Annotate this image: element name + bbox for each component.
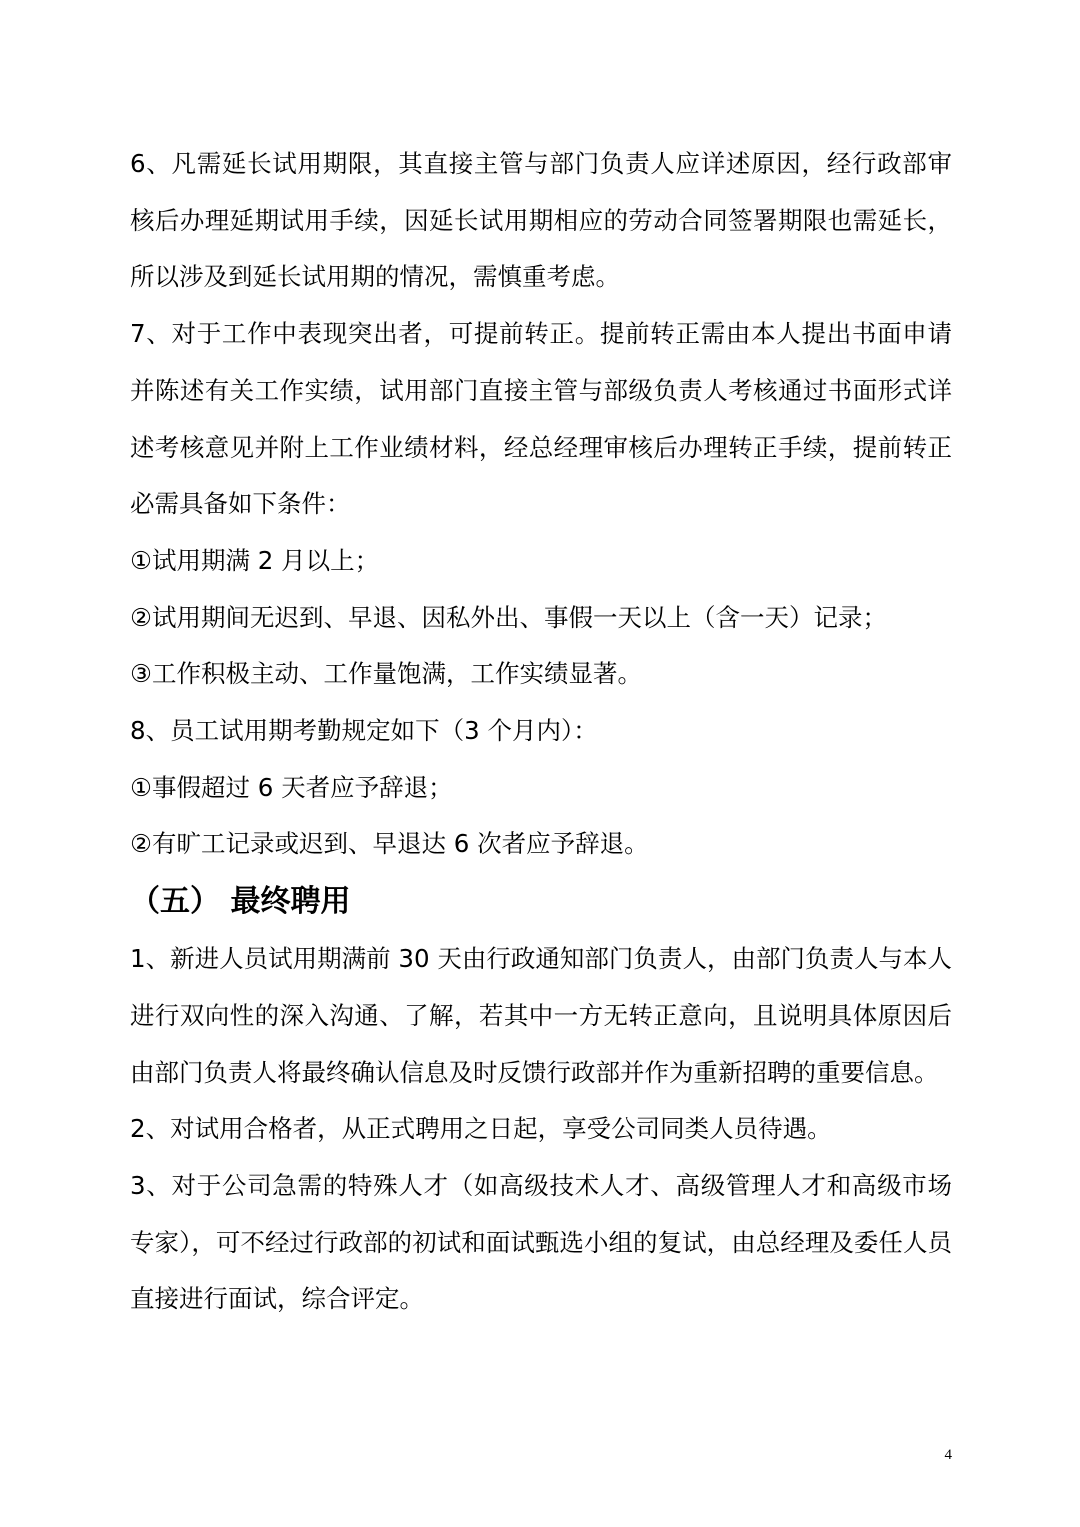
condition-item-3: ③工作积极主动、工作量饱满，工作实绩显著。 [130,659,642,689]
paragraph-attendance-rules: 8、员工试用期考勤规定如下（3 个月内）： [130,716,598,746]
document-body [130,136,952,1328]
paragraph-final-hiring-3: 3、对于公司急需的特殊人才（如高级技术人才、高级管理人才和高级市场专家），可不经过行政部的初试和面试甄选小组的复试，由总经理及委任人员直接进行面试，综合评定。 [130,1170,952,1314]
condition-item-2: ②试用期间无迟到、早退、因私外出、事假一天以上（含一天）记录； [130,602,887,632]
attendance-item-2: ②有旷工记录或迟到、早退达 6 次者应予辞退。 [130,829,649,859]
paragraph-extend-probation: 6、凡需延长试用期限，其直接主管与部门负责人应详述原因，经行政部审核后办理延期试用手续，因延长试用期相应的劳动合同签署期限也需延长，所以涉及到延长试用期的情况，需慎重考虑。 [130,149,952,292]
condition-item-1: ①试用期满 2 月以上； [130,545,380,575]
paragraph-final-hiring-2: 2、对试用合格者，从正式聘用之日起，享受公司同类人员待遇。 [130,1114,832,1144]
section-heading-final-hiring: （五） 最终聘用 [130,884,351,920]
attendance-item-1: ①事假超过 6 天者应予辞退； [130,772,453,802]
page-number: 4 [944,1447,952,1463]
paragraph-early-confirmation: 7、对于工作中表现突出者，可提前转正。提前转正需由本人提出书面申请并陈述有关工作实绩，试用部门直接主管与部级负责人考核通过书面形式详述考核意见并附上工作业绩材料，经总经理审核后办理转正手续，提前转正必需具备如下条件： [130,319,952,519]
paragraph-final-hiring-1: 1、新进人员试用期满前 30 天由行政通知部门负责人，由部门负责人与本人进行双向性的深入沟通、了解，若其中一方无转正意向，且说明具体原因后由部门负责人将最终确认信息及时反馈行政部并作为重新招聘的重要信息。 [130,944,952,1087]
